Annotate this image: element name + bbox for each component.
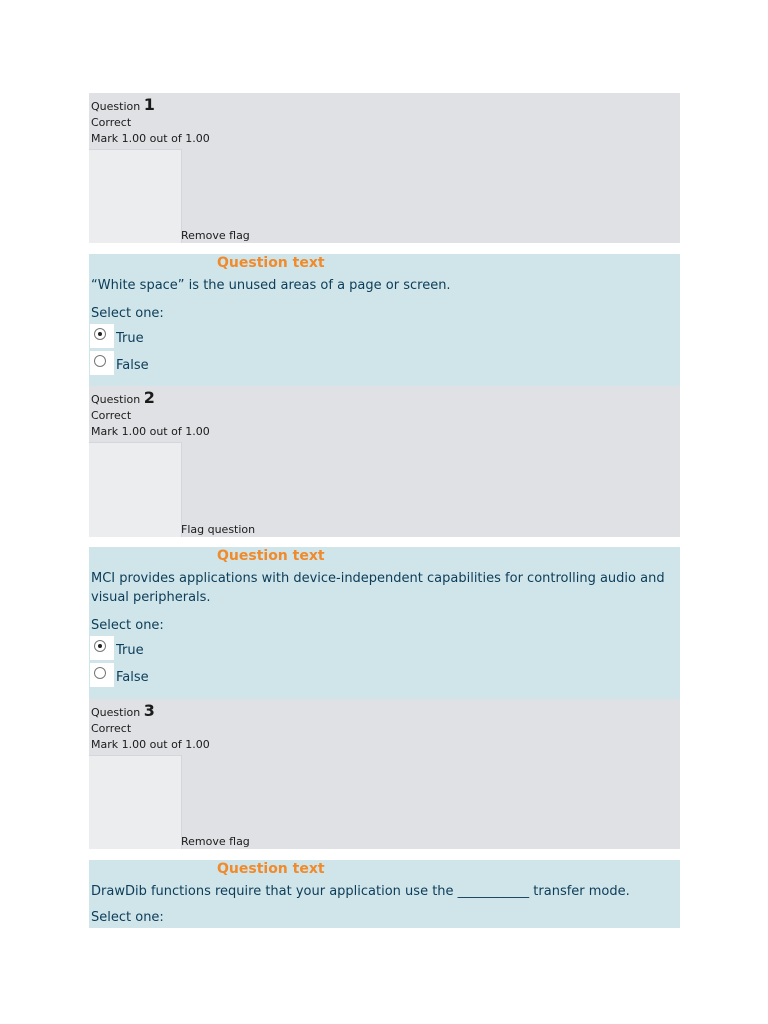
radio-circle-icon xyxy=(94,328,106,340)
question-text-heading: Question text xyxy=(217,548,325,564)
question-grade: Mark 1.00 out of 1.00 xyxy=(91,132,210,145)
flag-link[interactable]: Remove flag xyxy=(181,835,250,848)
answer-label: True xyxy=(116,331,144,346)
radio-button[interactable] xyxy=(90,663,114,687)
question-label: Question xyxy=(91,393,141,406)
question-number-value: 3 xyxy=(143,701,155,720)
radio-selected-dot-icon xyxy=(98,332,102,336)
question-label: Question xyxy=(91,100,141,113)
radio-circle-icon xyxy=(94,355,106,367)
question-grade: Mark 1.00 out of 1.00 xyxy=(91,738,210,751)
radio-button[interactable] xyxy=(90,636,114,660)
question-text-heading: Question text xyxy=(217,861,325,877)
answer-label: True xyxy=(116,643,144,658)
question-grade: Mark 1.00 out of 1.00 xyxy=(91,425,210,438)
flag-link[interactable]: Flag question xyxy=(181,523,256,536)
question-state: Correct xyxy=(91,116,132,129)
question-state: Correct xyxy=(91,722,132,735)
question-text: DrawDib functions require that your application use the ___________ transfer mode. xyxy=(91,884,630,899)
radio-button[interactable] xyxy=(90,324,114,348)
question-info xyxy=(89,386,680,537)
question-info xyxy=(89,699,680,849)
flag-area xyxy=(89,442,182,537)
select-one-prompt: Select one: xyxy=(91,618,164,633)
flag-area xyxy=(89,755,182,849)
question-number xyxy=(91,388,155,407)
answer-label: False xyxy=(116,358,149,373)
radio-selected-dot-icon xyxy=(98,644,102,648)
question-text: “White space” is the unused areas of a page or screen. xyxy=(91,278,451,293)
flag-link[interactable]: Remove flag xyxy=(181,229,250,242)
question-text: MCI provides applications with device-independent capabilities for controlling audio and visual peripherals. xyxy=(91,571,665,605)
question-content xyxy=(89,860,680,928)
question-text-heading: Question text xyxy=(217,255,325,271)
question-label: Question xyxy=(91,706,141,719)
question-info xyxy=(89,93,680,243)
question-number xyxy=(91,701,155,720)
select-one-prompt: Select one: xyxy=(91,910,164,925)
radio-circle-icon xyxy=(94,667,106,679)
question-content xyxy=(89,547,680,699)
question-number-value: 1 xyxy=(143,95,155,114)
question-content xyxy=(89,254,680,386)
flag-area xyxy=(89,149,182,243)
radio-button[interactable] xyxy=(90,351,114,375)
answer-label: False xyxy=(116,670,149,685)
select-one-prompt: Select one: xyxy=(91,306,164,321)
question-state: Correct xyxy=(91,409,132,422)
radio-circle-icon xyxy=(94,640,106,652)
question-number-value: 2 xyxy=(143,388,155,407)
question-number xyxy=(91,95,155,114)
